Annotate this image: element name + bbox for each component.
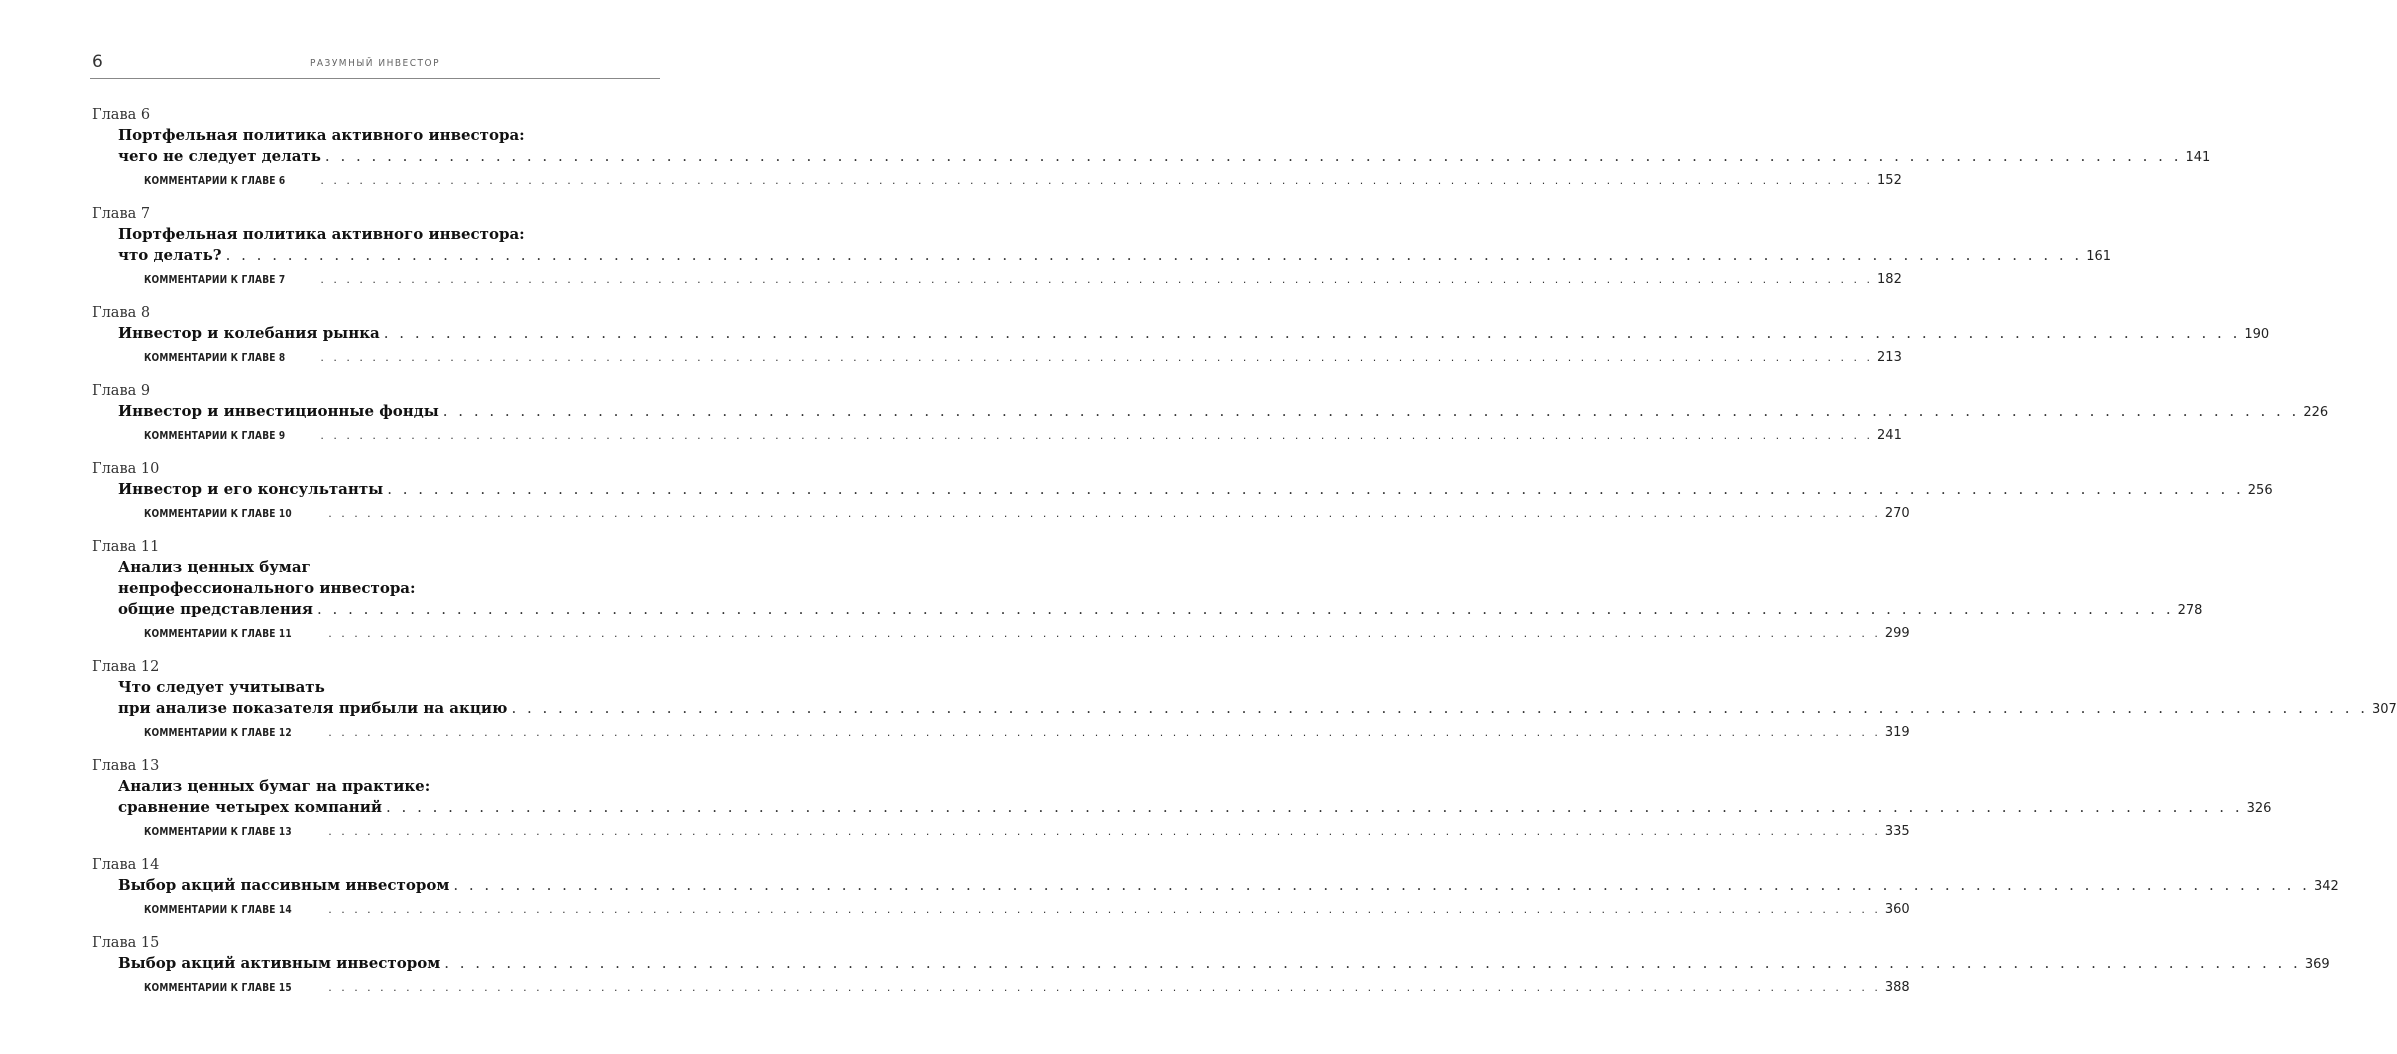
comment-entry[interactable]: [92, 427, 1902, 444]
comment-text: КОММЕНТАРИИ К ГЛАВЕ 12: [144, 726, 292, 739]
comment-text: КОММЕНТАРИИ К ГЛАВЕ 10: [144, 507, 292, 520]
comment-entry[interactable]: [92, 901, 1910, 918]
chapter-title-page-number: 307: [2372, 702, 2397, 717]
chapter-title-line: Что следует учитывать: [118, 678, 325, 696]
running-title: РАЗУМНЫЙ ИНВЕСТОР: [309, 58, 441, 69]
chapter-title-text: общие представления: [118, 600, 314, 618]
chapter-label: Глава 9: [92, 383, 151, 399]
toc-chapter: [92, 934, 2330, 996]
chapter-title-page-number: 342: [2313, 879, 2339, 894]
comment-page-number: 270: [1884, 506, 1910, 521]
chapter-title-text: Инвестор и его консультанты: [118, 480, 384, 498]
chapter-title-text: при анализе показателя прибыли на акцию: [118, 699, 508, 717]
dot-leader: . . . . . . . . . . . . . . . . . . . . . . . . . . . . . . . . . . . . . . . . . . . . . . . . . . . . . . . . . . . . . . . . . . . . . . . . . . . . . . . . . . . . . . . . . . . . . . . . . . . . . . . . . . . . . . . . . . . . . . . .: [328, 981, 1881, 994]
chapter-title-page-number: 161: [2086, 249, 2112, 264]
chapter-title-page-number: 326: [2246, 801, 2272, 816]
dot-leader: . . . . . . . . . . . . . . . . . . . . . . . . . . . . . . . . . . . . . . . . . . . . . . . . . . . . . . . . . . . . . . . . . . . . . . . . . . . . . . . . . . . . . . . . . . . . . . . . . . . . . . . . . . . . . . . . . . . . . . . .: [320, 429, 1874, 442]
chapter-label: Глава 14: [92, 857, 160, 873]
chapter-label: Глава 12: [92, 659, 160, 675]
dot-leader: . . . . . . . . . . . . . . . . . . . . . . . . . . . . . . . . . . . . . . . . . . . . . . . . . . . . . . . . . . . . . . . . . . . . . . . . . . . . . . . . . . . . . . . . . . . . . . . . . . . . . . . . . . . . . . . . . . . . . . . .: [444, 954, 2301, 972]
table-of-contents: [92, 106, 2397, 1012]
page-number: 6: [92, 52, 103, 72]
dot-leader: . . . . . . . . . . . . . . . . . . . . . . . . . . . . . . . . . . . . . . . . . . . . . . . . . . . . . . . . . . . . . . . . . . . . . . . . . . . . . . . . . . . . . . . . . . . . . . . . . . . . . . . . . . . . . . . . . . . . . . . .: [225, 246, 2083, 264]
chapter-title-text: Инвестор и инвестиционные фонды: [118, 402, 439, 420]
dot-leader: . . . . . . . . . . . . . . . . . . . . . . . . . . . . . . . . . . . . . . . . . . . . . . . . . . . . . . . . . . . . . . . . . . . . . . . . . . . . . . . . . . . . . . . . . . . . . . . . . . . . . . . . . . . . . . . . . . . . . . . .: [328, 726, 1881, 739]
comment-page-number: 360: [1884, 902, 1910, 917]
comment-entry[interactable]: [92, 172, 1902, 189]
chapter-title-entry[interactable]: [92, 323, 2270, 345]
toc-chapter: [92, 538, 2203, 642]
dot-leader: . . . . . . . . . . . . . . . . . . . . . . . . . . . . . . . . . . . . . . . . . . . . . . . . . . . . . . . . . . . . . . . . . . . . . . . . . . . . . . . . . . . . . . . . . . . . . . . . . . . . . . . . . . . . . . . . . . . . . . . .: [386, 798, 2243, 816]
toc-chapter: [92, 460, 2273, 522]
chapter-title-line: Портфельная политика активного инвестора:: [118, 225, 525, 243]
comment-page-number: 213: [1877, 350, 1902, 365]
comment-text: КОММЕНТАРИИ К ГЛАВЕ 15: [144, 981, 292, 994]
comment-entry[interactable]: [92, 271, 1902, 288]
chapter-title-page-number: 190: [2244, 327, 2270, 342]
chapter-title-text: чего не следует делать: [118, 147, 321, 165]
chapter-title-text: Выбор акций пассивным инвестором: [118, 876, 450, 894]
chapter-title-entry[interactable]: [92, 797, 2272, 819]
chapter-title-text: Выбор акций активным инвестором: [118, 954, 441, 972]
comment-page-number: 299: [1884, 626, 1910, 641]
chapter-title-text: сравнение четырех компаний: [118, 798, 383, 816]
chapter-label: Глава 10: [92, 461, 160, 477]
toc-chapter: [92, 106, 2211, 189]
comment-text: КОММЕНТАРИИ К ГЛАВЕ 6: [144, 174, 286, 187]
chapter-title-page-number: 226: [2303, 405, 2329, 420]
chapter-title-entry[interactable]: [92, 401, 2329, 423]
chapter-title-entry[interactable]: [92, 875, 2339, 897]
chapter-title-page-number: 369: [2304, 957, 2330, 972]
comment-text: КОММЕНТАРИИ К ГЛАВЕ 9: [144, 429, 286, 442]
dot-leader: . . . . . . . . . . . . . . . . . . . . . . . . . . . . . . . . . . . . . . . . . . . . . . . . . . . . . . . . . . . . . . . . . . . . . . . . . . . . . . . . . . . . . . . . . . . . . . . . . . . . . . . . . . . . . . . . . . . . . . . .: [442, 402, 2300, 420]
chapter-title-line: Анализ ценных бумаг: [118, 558, 311, 576]
chapter-label: Глава 7: [92, 206, 151, 222]
chapter-title-entry[interactable]: [92, 146, 2211, 168]
toc-chapter: [92, 856, 2339, 918]
dot-leader: . . . . . . . . . . . . . . . . . . . . . . . . . . . . . . . . . . . . . . . . . . . . . . . . . . . . . . . . . . . . . . . . . . . . . . . . . . . . . . . . . . . . . . . . . . . . . . . . . . . . . . . . . . . . . . . . . . . . . . . .: [320, 174, 1874, 187]
toc-chapter: [92, 382, 2329, 444]
chapter-title-entry[interactable]: [92, 599, 2203, 621]
dot-leader: . . . . . . . . . . . . . . . . . . . . . . . . . . . . . . . . . . . . . . . . . . . . . . . . . . . . . . . . . . . . . . . . . . . . . . . . . . . . . . . . . . . . . . . . . . . . . . . . . . . . . . . . . . . . . . . . . . . . . . . .: [324, 147, 2182, 165]
dot-leader: . . . . . . . . . . . . . . . . . . . . . . . . . . . . . . . . . . . . . . . . . . . . . . . . . . . . . . . . . . . . . . . . . . . . . . . . . . . . . . . . . . . . . . . . . . . . . . . . . . . . . . . . . . . . . . . . . . . . . . . .: [383, 324, 2241, 342]
comment-text: КОММЕНТАРИИ К ГЛАВЕ 13: [144, 825, 292, 838]
chapter-label: Глава 6: [92, 107, 151, 123]
dot-leader: . . . . . . . . . . . . . . . . . . . . . . . . . . . . . . . . . . . . . . . . . . . . . . . . . . . . . . . . . . . . . . . . . . . . . . . . . . . . . . . . . . . . . . . . . . . . . . . . . . . . . . . . . . . . . . . . . . . . . . . .: [511, 699, 2369, 717]
dot-leader: . . . . . . . . . . . . . . . . . . . . . . . . . . . . . . . . . . . . . . . . . . . . . . . . . . . . . . . . . . . . . . . . . . . . . . . . . . . . . . . . . . . . . . . . . . . . . . . . . . . . . . . . . . . . . . . . . . . . . . . .: [453, 876, 2310, 894]
toc-chapter: [92, 304, 2270, 366]
dot-leader: . . . . . . . . . . . . . . . . . . . . . . . . . . . . . . . . . . . . . . . . . . . . . . . . . . . . . . . . . . . . . . . . . . . . . . . . . . . . . . . . . . . . . . . . . . . . . . . . . . . . . . . . . . . . . . . . . . . . . . . .: [317, 600, 2174, 618]
dot-leader: . . . . . . . . . . . . . . . . . . . . . . . . . . . . . . . . . . . . . . . . . . . . . . . . . . . . . . . . . . . . . . . . . . . . . . . . . . . . . . . . . . . . . . . . . . . . . . . . . . . . . . . . . . . . . . . . . . . . . . . .: [320, 351, 1874, 364]
comment-text: КОММЕНТАРИИ К ГЛАВЕ 7: [144, 273, 286, 286]
comment-entry[interactable]: [92, 724, 1910, 741]
chapter-label: Глава 13: [92, 758, 160, 774]
chapter-title-page-number: 278: [2177, 603, 2203, 618]
chapter-title-line: непрофессионального инвестора:: [118, 579, 416, 597]
dot-leader: . . . . . . . . . . . . . . . . . . . . . . . . . . . . . . . . . . . . . . . . . . . . . . . . . . . . . . . . . . . . . . . . . . . . . . . . . . . . . . . . . . . . . . . . . . . . . . . . . . . . . . . . . . . . . . . . . . . . . . . .: [328, 507, 1881, 520]
dot-leader: . . . . . . . . . . . . . . . . . . . . . . . . . . . . . . . . . . . . . . . . . . . . . . . . . . . . . . . . . . . . . . . . . . . . . . . . . . . . . . . . . . . . . . . . . . . . . . . . . . . . . . . . . . . . . . . . . . . . . . . .: [328, 627, 1881, 640]
toc-chapter: [92, 205, 2112, 288]
chapter-title-entry[interactable]: [92, 245, 2112, 267]
chapter-title-page-number: 141: [2185, 150, 2211, 165]
toc-chapter: [92, 658, 2397, 741]
chapter-label: Глава 8: [92, 305, 151, 321]
page-header: [90, 52, 660, 79]
chapter-title-line: Анализ ценных бумаг на практике:: [118, 777, 431, 795]
comment-entry[interactable]: [92, 349, 1902, 366]
chapter-label: Глава 11: [92, 539, 160, 555]
chapter-title-entry[interactable]: [92, 698, 2397, 720]
comment-text: КОММЕНТАРИИ К ГЛАВЕ 11: [144, 627, 292, 640]
dot-leader: . . . . . . . . . . . . . . . . . . . . . . . . . . . . . . . . . . . . . . . . . . . . . . . . . . . . . . . . . . . . . . . . . . . . . . . . . . . . . . . . . . . . . . . . . . . . . . . . . . . . . . . . . . . . . . . . . . . . . . . .: [387, 480, 2244, 498]
comment-entry[interactable]: [92, 505, 1910, 522]
chapter-title-text: что делать?: [118, 246, 222, 264]
comment-entry[interactable]: [92, 823, 1910, 840]
comment-page-number: 319: [1884, 725, 1910, 740]
comment-page-number: 335: [1884, 824, 1910, 839]
toc-chapter: [92, 757, 2272, 840]
comment-entry[interactable]: [92, 979, 1910, 996]
chapter-label: Глава 15: [92, 935, 160, 951]
dot-leader: . . . . . . . . . . . . . . . . . . . . . . . . . . . . . . . . . . . . . . . . . . . . . . . . . . . . . . . . . . . . . . . . . . . . . . . . . . . . . . . . . . . . . . . . . . . . . . . . . . . . . . . . . . . . . . . . . . . . . . . .: [320, 273, 1874, 286]
comment-text: КОММЕНТАРИИ К ГЛАВЕ 14: [144, 903, 292, 916]
chapter-title-line: Портфельная политика активного инвестора:: [118, 126, 525, 144]
dot-leader: . . . . . . . . . . . . . . . . . . . . . . . . . . . . . . . . . . . . . . . . . . . . . . . . . . . . . . . . . . . . . . . . . . . . . . . . . . . . . . . . . . . . . . . . . . . . . . . . . . . . . . . . . . . . . . . . . . . . . . . .: [328, 825, 1881, 838]
chapter-title-text: Инвестор и колебания рынка: [118, 324, 380, 342]
comment-page-number: 388: [1884, 980, 1910, 995]
comment-page-number: 182: [1877, 272, 1902, 287]
comment-page-number: 152: [1877, 173, 1902, 188]
comment-page-number: 241: [1877, 428, 1902, 443]
dot-leader: . . . . . . . . . . . . . . . . . . . . . . . . . . . . . . . . . . . . . . . . . . . . . . . . . . . . . . . . . . . . . . . . . . . . . . . . . . . . . . . . . . . . . . . . . . . . . . . . . . . . . . . . . . . . . . . . . . . . . . . .: [328, 903, 1881, 916]
comment-text: КОММЕНТАРИИ К ГЛАВЕ 8: [144, 351, 286, 364]
comment-entry[interactable]: [92, 625, 1910, 642]
chapter-title-page-number: 256: [2247, 483, 2273, 498]
chapter-title-entry[interactable]: [92, 479, 2273, 501]
chapter-title-entry[interactable]: [92, 953, 2330, 975]
